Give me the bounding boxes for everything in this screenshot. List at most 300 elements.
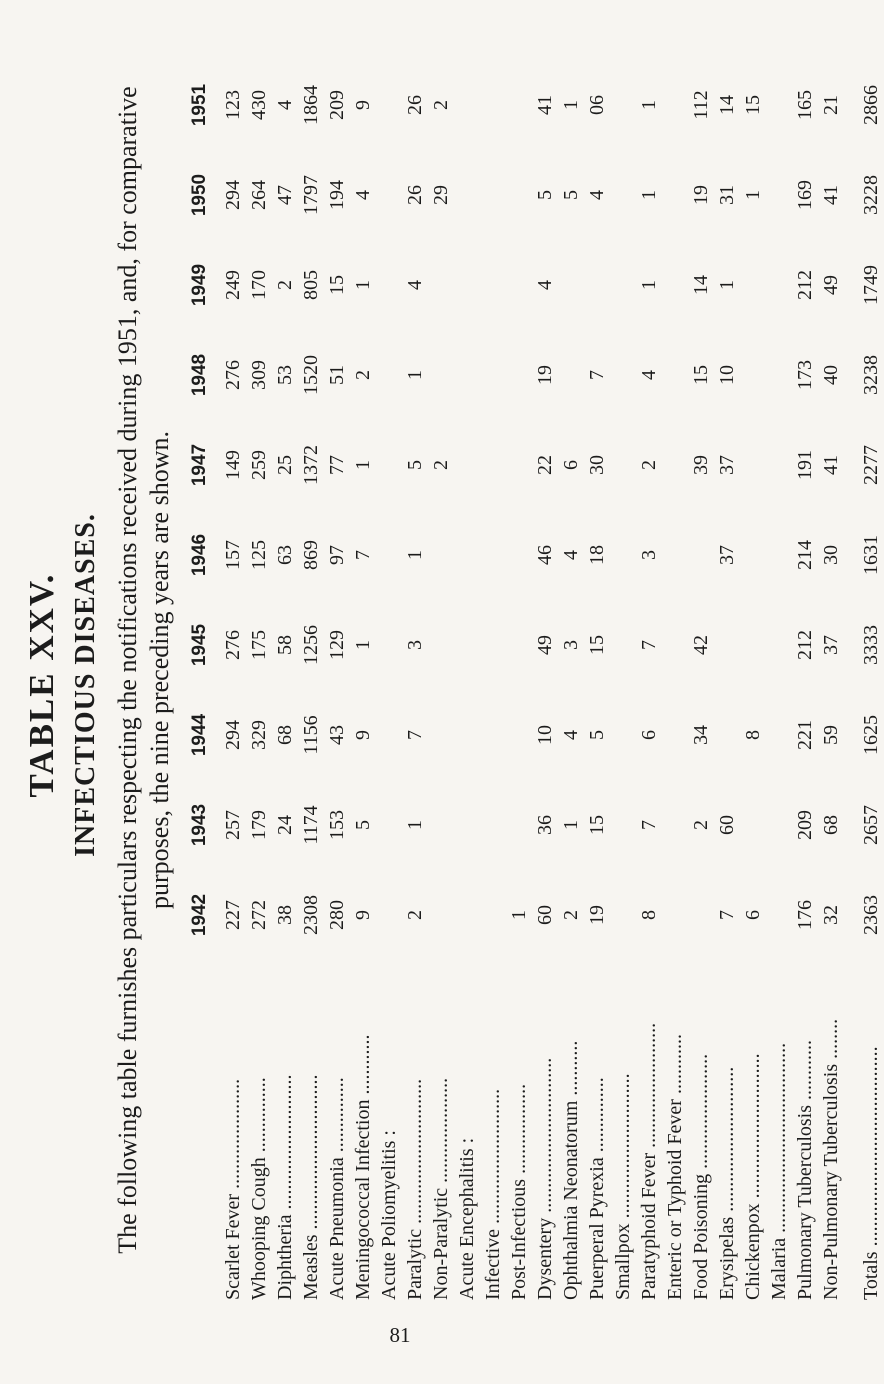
- year-header: 1947: [189, 443, 210, 487]
- count-cell: [454, 600, 480, 690]
- count-cell: [428, 240, 454, 330]
- count-cell: 170: [248, 270, 270, 300]
- count-cell: 1: [638, 280, 660, 290]
- count-cell: 4: [534, 280, 556, 290]
- count-cell: 8: [742, 730, 764, 740]
- count-cell: 2: [352, 370, 374, 380]
- count-cell: [454, 420, 480, 510]
- count-cell: [610, 150, 636, 240]
- count-cell: [740, 510, 766, 600]
- count-cell: [740, 780, 766, 870]
- count-cell: 4: [560, 730, 582, 740]
- count-cell: 58: [274, 635, 296, 655]
- count-cell: 49: [534, 635, 556, 655]
- year-header: 1949: [189, 263, 210, 307]
- table-row: [610, 60, 636, 1300]
- count-cell: 60: [534, 905, 556, 925]
- count-cell: 264: [248, 180, 270, 210]
- table-row: [766, 60, 792, 1300]
- count-cell: [558, 330, 584, 420]
- count-cell: 805: [300, 270, 322, 300]
- count-cell: 212: [794, 270, 816, 300]
- count-cell: 15: [586, 815, 608, 835]
- count-cell: [480, 690, 506, 780]
- year-header: 1951: [189, 83, 210, 127]
- count-cell: 10: [716, 365, 738, 385]
- count-cell: 173: [794, 360, 816, 390]
- count-cell: 1: [352, 640, 374, 650]
- disease-name: Puerperal Pyrexia ...............: [586, 1077, 608, 1300]
- count-cell: [454, 780, 480, 870]
- count-cell: [428, 690, 454, 780]
- count-cell: [662, 780, 688, 870]
- count-cell: 1631: [860, 535, 882, 575]
- count-cell: [428, 870, 454, 960]
- count-cell: 3333: [860, 625, 882, 665]
- disease-name: Infective ...........................: [482, 1088, 504, 1300]
- count-cell: [480, 60, 506, 150]
- count-cell: [454, 690, 480, 780]
- count-cell: [480, 420, 506, 510]
- count-cell: 1372: [300, 445, 322, 485]
- notifications-table: [180, 60, 884, 1300]
- table-row: [740, 60, 766, 1300]
- table-body: [220, 60, 884, 1300]
- count-cell: 68: [820, 815, 842, 835]
- count-cell: 68: [274, 725, 296, 745]
- disease-name: Totals ........................................: [860, 1046, 882, 1300]
- count-cell: 272: [248, 900, 270, 930]
- count-cell: 2308: [300, 895, 322, 935]
- count-cell: 41: [820, 185, 842, 205]
- table-row: [792, 60, 818, 1300]
- count-cell: 1: [742, 190, 764, 200]
- count-cell: 4: [352, 190, 374, 200]
- rotated-landscape-sheet: [20, 20, 882, 1300]
- table-row: [376, 60, 402, 1300]
- count-cell: [376, 330, 402, 420]
- count-cell: [480, 150, 506, 240]
- year-header: 1945: [189, 623, 210, 667]
- count-cell: [480, 240, 506, 330]
- disease-name: Food Poisoning .......................: [690, 1053, 712, 1300]
- count-cell: 1520: [300, 355, 322, 395]
- count-cell: 329: [248, 720, 270, 750]
- disease-name: Dysentery ...............................: [534, 1057, 556, 1300]
- count-cell: 259: [248, 450, 270, 480]
- count-cell: [662, 600, 688, 690]
- count-cell: 1: [638, 100, 660, 110]
- count-cell: [376, 690, 402, 780]
- section-title: INFECTIOUS DISEASES.: [70, 513, 101, 857]
- count-cell: 5: [586, 730, 608, 740]
- count-cell: 175: [248, 630, 270, 660]
- table-row: [688, 60, 714, 1300]
- count-cell: 212: [794, 630, 816, 660]
- table-title: TABLE XXV.: [22, 572, 61, 798]
- count-cell: 221: [794, 720, 816, 750]
- count-cell: [766, 150, 792, 240]
- count-cell: [506, 420, 532, 510]
- count-cell: 1156: [300, 715, 322, 755]
- count-cell: [610, 870, 636, 960]
- intro-paragraph: The following table furnishes particulars respecting the notifications received during 1951, and, for comparative purposes, the nine preceding years are shown.: [113, 86, 174, 1254]
- disease-name: Pulmonary Tuberculosis ............: [794, 1039, 816, 1300]
- count-cell: [376, 870, 402, 960]
- count-cell: 165: [794, 90, 816, 120]
- count-cell: [454, 330, 480, 420]
- count-cell: 2: [638, 460, 660, 470]
- count-cell: [766, 600, 792, 690]
- disease-name: Paralytic .............................: [404, 1078, 426, 1300]
- count-cell: [506, 690, 532, 780]
- count-cell: [662, 240, 688, 330]
- count-cell: [610, 420, 636, 510]
- count-cell: 1864: [300, 85, 322, 125]
- disease-name: Whooping Cough ...............: [248, 1077, 270, 1300]
- totals-row: [844, 60, 884, 1300]
- count-cell: 37: [716, 545, 738, 565]
- count-cell: [558, 240, 584, 330]
- count-cell: 25: [274, 455, 296, 475]
- count-cell: [610, 510, 636, 600]
- disease-name: Meningococcal Infection ............: [352, 1034, 374, 1300]
- count-cell: 42: [690, 635, 712, 655]
- disease-name: Measles ...............................: [300, 1074, 322, 1300]
- table-row: [454, 60, 480, 1300]
- count-cell: 125: [248, 540, 270, 570]
- count-cell: 153: [326, 810, 348, 840]
- table-row: [324, 60, 350, 1300]
- count-cell: 37: [820, 635, 842, 655]
- count-cell: [688, 870, 714, 960]
- count-cell: 257: [222, 810, 244, 840]
- table-row: [558, 60, 584, 1300]
- count-cell: 40: [820, 365, 842, 385]
- year-header: 1946: [189, 533, 210, 577]
- count-cell: 06: [586, 95, 608, 115]
- count-cell: [766, 420, 792, 510]
- disease-name: Chickenpox .............................: [742, 1053, 764, 1300]
- table-row: [246, 60, 272, 1300]
- count-cell: [766, 690, 792, 780]
- disease-name: Diphtheria ...........................: [274, 1074, 296, 1300]
- disease-name: Non-Paralytic .....................: [430, 1077, 452, 1300]
- count-cell: 1: [352, 280, 374, 290]
- count-cell: 47: [274, 185, 296, 205]
- count-cell: 3: [638, 550, 660, 560]
- count-cell: 227: [222, 900, 244, 930]
- table-row: [350, 60, 376, 1300]
- count-cell: 9: [352, 730, 374, 740]
- count-cell: 7: [586, 370, 608, 380]
- count-cell: 129: [326, 630, 348, 660]
- count-cell: [740, 420, 766, 510]
- count-cell: [584, 240, 610, 330]
- count-cell: [480, 510, 506, 600]
- count-cell: 37: [716, 455, 738, 475]
- count-cell: 6: [638, 730, 660, 740]
- count-cell: [506, 600, 532, 690]
- count-cell: 7: [404, 730, 426, 740]
- count-cell: [766, 60, 792, 150]
- count-cell: 249: [222, 270, 244, 300]
- count-cell: [662, 420, 688, 510]
- count-cell: [688, 510, 714, 600]
- count-cell: 294: [222, 720, 244, 750]
- count-cell: 2866: [860, 85, 882, 125]
- disease-name: Acute Encephalitis :: [456, 1137, 478, 1300]
- count-cell: 21: [820, 95, 842, 115]
- count-cell: 1256: [300, 625, 322, 665]
- count-cell: [376, 780, 402, 870]
- count-cell: [480, 600, 506, 690]
- count-cell: 7: [352, 550, 374, 560]
- count-cell: 1: [404, 370, 426, 380]
- count-cell: [662, 150, 688, 240]
- count-cell: 3: [404, 640, 426, 650]
- count-cell: 9: [352, 100, 374, 110]
- table-row: [428, 60, 454, 1300]
- count-cell: 1: [716, 280, 738, 290]
- count-cell: [662, 330, 688, 420]
- disease-name: Paratyphoid Fever .........................: [638, 1022, 660, 1300]
- count-cell: 59: [820, 725, 842, 745]
- count-cell: [376, 240, 402, 330]
- count-cell: 15: [326, 275, 348, 295]
- count-cell: 19: [534, 365, 556, 385]
- count-cell: 1749: [860, 265, 882, 305]
- table-row: [402, 60, 428, 1300]
- count-cell: [376, 510, 402, 600]
- count-cell: [480, 870, 506, 960]
- count-cell: 2277: [860, 445, 882, 485]
- count-cell: 6: [742, 910, 764, 920]
- disease-name: Erysipelas .............................: [716, 1066, 738, 1300]
- table-row: [506, 60, 532, 1300]
- count-cell: 1: [508, 910, 530, 920]
- count-cell: 2657: [860, 805, 882, 845]
- count-cell: 3238: [860, 355, 882, 395]
- count-cell: [662, 510, 688, 600]
- count-cell: 7: [638, 640, 660, 650]
- count-cell: [740, 330, 766, 420]
- count-cell: 1: [404, 550, 426, 560]
- count-cell: [610, 60, 636, 150]
- count-cell: 41: [820, 455, 842, 475]
- count-cell: [714, 690, 740, 780]
- disease-name: Scarlet Fever ......................: [222, 1078, 244, 1300]
- count-cell: 309: [248, 360, 270, 390]
- count-cell: 430: [248, 90, 270, 120]
- count-cell: 176: [794, 900, 816, 930]
- count-cell: [376, 420, 402, 510]
- table-row: [272, 60, 298, 1300]
- count-cell: 63: [274, 545, 296, 565]
- count-cell: 209: [794, 810, 816, 840]
- count-cell: 31: [716, 185, 738, 205]
- count-cell: 1: [404, 820, 426, 830]
- count-cell: 41: [534, 95, 556, 115]
- count-cell: [714, 600, 740, 690]
- year-header: 1948: [189, 353, 210, 397]
- count-cell: 30: [586, 455, 608, 475]
- count-cell: [766, 870, 792, 960]
- count-cell: 14: [716, 95, 738, 115]
- count-cell: 1625: [860, 715, 882, 755]
- count-cell: 276: [222, 630, 244, 660]
- count-cell: 2: [560, 910, 582, 920]
- count-cell: 19: [690, 185, 712, 205]
- count-cell: [766, 240, 792, 330]
- count-cell: 2: [690, 820, 712, 830]
- count-cell: 4: [586, 190, 608, 200]
- count-cell: 43: [326, 725, 348, 745]
- count-cell: 2363: [860, 895, 882, 935]
- count-cell: [454, 510, 480, 600]
- count-cell: [454, 870, 480, 960]
- table-row: [532, 60, 558, 1300]
- count-cell: [480, 780, 506, 870]
- count-cell: 1: [560, 100, 582, 110]
- count-cell: 46: [534, 545, 556, 565]
- disease-name: Non-Pulmonary Tuberculosis ........: [820, 1018, 842, 1300]
- count-cell: 869: [300, 540, 322, 570]
- year-header: 1950: [189, 173, 210, 217]
- count-cell: [766, 510, 792, 600]
- year-header: 1944: [189, 713, 210, 757]
- count-cell: 1797: [300, 175, 322, 215]
- count-cell: 15: [742, 95, 764, 115]
- disease-column-header: [180, 960, 220, 1300]
- table-row: [480, 60, 506, 1300]
- count-cell: 32: [820, 905, 842, 925]
- count-cell: 2: [404, 910, 426, 920]
- count-cell: [480, 330, 506, 420]
- count-cell: [766, 780, 792, 870]
- count-cell: 1: [638, 190, 660, 200]
- count-cell: 4: [560, 550, 582, 560]
- count-cell: 214: [794, 540, 816, 570]
- disease-name: Smallpox .............................: [612, 1073, 634, 1300]
- count-cell: 191: [794, 450, 816, 480]
- count-cell: [506, 330, 532, 420]
- count-cell: [428, 780, 454, 870]
- count-cell: [610, 330, 636, 420]
- table-row: [584, 60, 610, 1300]
- table-row: [662, 60, 688, 1300]
- count-cell: [506, 60, 532, 150]
- count-cell: 4: [404, 280, 426, 290]
- count-cell: [662, 60, 688, 150]
- count-cell: 179: [248, 810, 270, 840]
- count-cell: 1: [352, 460, 374, 470]
- count-cell: 2: [274, 280, 296, 290]
- count-cell: 2: [430, 100, 452, 110]
- count-cell: [662, 870, 688, 960]
- count-cell: 112: [690, 90, 712, 120]
- count-cell: 19: [586, 905, 608, 925]
- disease-name: Acute Pneumonia ...............: [326, 1077, 348, 1300]
- count-cell: 77: [326, 455, 348, 475]
- count-cell: [376, 600, 402, 690]
- count-cell: 5: [560, 190, 582, 200]
- count-cell: [610, 690, 636, 780]
- count-cell: 8: [638, 910, 660, 920]
- count-cell: 169: [794, 180, 816, 210]
- count-cell: 3: [560, 640, 582, 650]
- count-cell: 5: [534, 190, 556, 200]
- count-cell: 15: [690, 365, 712, 385]
- table-row: [818, 60, 844, 1300]
- count-cell: 26: [404, 185, 426, 205]
- count-cell: [376, 150, 402, 240]
- count-cell: [506, 240, 532, 330]
- count-cell: 149: [222, 450, 244, 480]
- count-cell: [428, 510, 454, 600]
- disease-name: Enteric or Typhoid Fever ............: [664, 1034, 686, 1300]
- count-cell: 29: [430, 185, 452, 205]
- count-cell: [376, 60, 402, 150]
- count-cell: 157: [222, 540, 244, 570]
- disease-name: Acute Poliomyelitis :: [378, 1130, 400, 1300]
- count-cell: [662, 690, 688, 780]
- count-cell: 10: [534, 725, 556, 745]
- count-cell: 2: [430, 460, 452, 470]
- count-cell: [740, 600, 766, 690]
- year-header: 1943: [189, 803, 210, 847]
- count-cell: [610, 240, 636, 330]
- disease-name: Post-Infectious ..................: [508, 1083, 530, 1300]
- count-cell: [610, 600, 636, 690]
- count-cell: 24: [274, 815, 296, 835]
- count-cell: 22: [534, 455, 556, 475]
- count-cell: 3228: [860, 175, 882, 215]
- count-cell: 49: [820, 275, 842, 295]
- count-cell: [454, 60, 480, 150]
- count-cell: 34: [690, 725, 712, 745]
- table-row: [220, 60, 246, 1300]
- count-cell: [610, 780, 636, 870]
- header-row: [180, 60, 220, 1300]
- count-cell: 209: [326, 90, 348, 120]
- count-cell: [506, 150, 532, 240]
- count-cell: 15: [586, 635, 608, 655]
- count-cell: 30: [820, 545, 842, 565]
- disease-name: Malaria ......................................: [768, 1042, 790, 1300]
- count-cell: 5: [404, 460, 426, 470]
- count-cell: 5: [352, 820, 374, 830]
- count-cell: 6: [560, 460, 582, 470]
- year-header: 1942: [189, 893, 210, 937]
- count-cell: 97: [326, 545, 348, 565]
- count-cell: [506, 780, 532, 870]
- count-cell: [428, 600, 454, 690]
- count-cell: [454, 240, 480, 330]
- count-cell: 1: [560, 820, 582, 830]
- count-cell: 53: [274, 365, 296, 385]
- count-cell: 4: [274, 100, 296, 110]
- count-cell: 38: [274, 905, 296, 925]
- count-cell: 194: [326, 180, 348, 210]
- count-cell: 39: [690, 455, 712, 475]
- count-cell: 7: [716, 910, 738, 920]
- count-cell: 60: [716, 815, 738, 835]
- count-cell: 9: [352, 910, 374, 920]
- count-cell: 276: [222, 360, 244, 390]
- table-row: [298, 60, 324, 1300]
- count-cell: 36: [534, 815, 556, 835]
